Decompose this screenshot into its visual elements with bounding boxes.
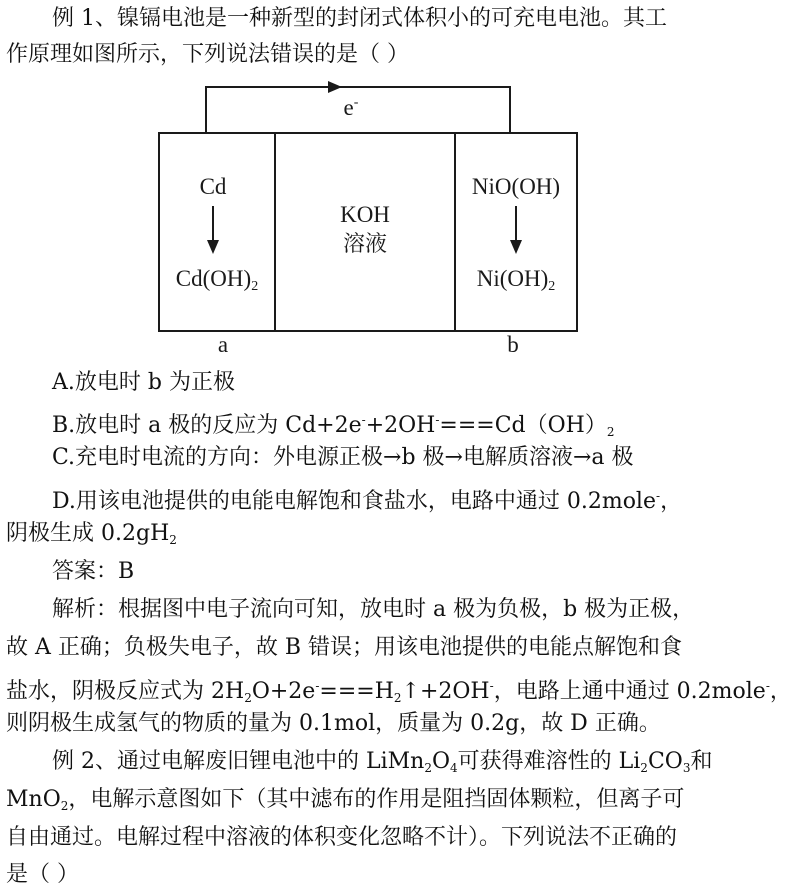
option-d-line2: 阴极生成 $0.2gH_2$ bbox=[6, 521, 177, 547]
electrode-b-label: b bbox=[507, 332, 519, 357]
wire-right-vertical bbox=[509, 86, 511, 134]
left-bottom-label: $Cd(OH)_2$ bbox=[175, 266, 259, 294]
electrolyte-solution-label: 溶液 bbox=[342, 232, 387, 257]
wire-top bbox=[205, 86, 511, 88]
left-top-label: Cd bbox=[199, 174, 227, 199]
example1-intro-line2: 作原理如图所示，下列说法错误的是（ ） bbox=[6, 42, 409, 67]
analysis-line4: 则阴极生成氢气的物质的量为 0.1mol，质量为 0.2g，故 D 正确。 bbox=[6, 711, 661, 736]
down-arrow-icon bbox=[206, 206, 220, 254]
right-bottom-label: $Ni(OH)_2$ bbox=[476, 266, 556, 294]
option-b: B.放电时 a 极的反应为 $Cd+2e^-+2OH^-===Cd(OH)_2$ bbox=[52, 413, 615, 439]
right-top-label: NiO(OH) bbox=[471, 174, 561, 199]
option-d-line1: D.用该电池提供的电能电解饱和食盐水，电路中通过 0.2mole-， bbox=[52, 489, 683, 514]
down-arrow-icon bbox=[509, 206, 523, 254]
example2-line3: 自由通过。电解过程中溶液的体积变化忽略不计）。下列说法不正确的 bbox=[6, 825, 678, 850]
example2-line1: 例 2、通过电解废旧锂电池中的 $LiMn_2O_4$可获得难溶性的 $Li_2CO_3$和 bbox=[52, 749, 713, 775]
example2-line2: MnO$_2$，电解示意图如下（其中滤布的作用是阻挡固体颗粒，但离子可 bbox=[6, 787, 685, 813]
analysis-line1: 解析：根据图中电子流向可知，放电时 a 极为负极，b 极为正极， bbox=[52, 597, 695, 622]
analysis-line3: 盐水，阴极反应式为 $2H_2O+2e^-===H_2↑+2OH^-$，电路上通中通过 0.2mole-， bbox=[6, 679, 792, 705]
example1-intro-line1: 例 1、镍镉电池是一种新型的封闭式体积小的可充电电池。其工 bbox=[52, 6, 667, 31]
analysis-line2: 故 A 正确；负极失电子，故 B 错误；用该电池提供的电能点解饱和食 bbox=[6, 635, 683, 660]
electron-label: e- bbox=[343, 95, 359, 120]
example2-line4: 是（ ） bbox=[6, 862, 79, 887]
option-c: C.充电时电流的方向：外电源正极→b 极→电解质溶液→a 极 bbox=[52, 445, 634, 470]
answer: 答案：B bbox=[52, 559, 135, 584]
electrode-a-label: a bbox=[217, 332, 229, 357]
option-a: A.放电时 b 为正极 bbox=[52, 370, 235, 395]
nicd-battery-diagram bbox=[158, 86, 578, 358]
wire-left-vertical bbox=[205, 86, 207, 134]
electrolyte-formula: KOH bbox=[340, 202, 390, 227]
